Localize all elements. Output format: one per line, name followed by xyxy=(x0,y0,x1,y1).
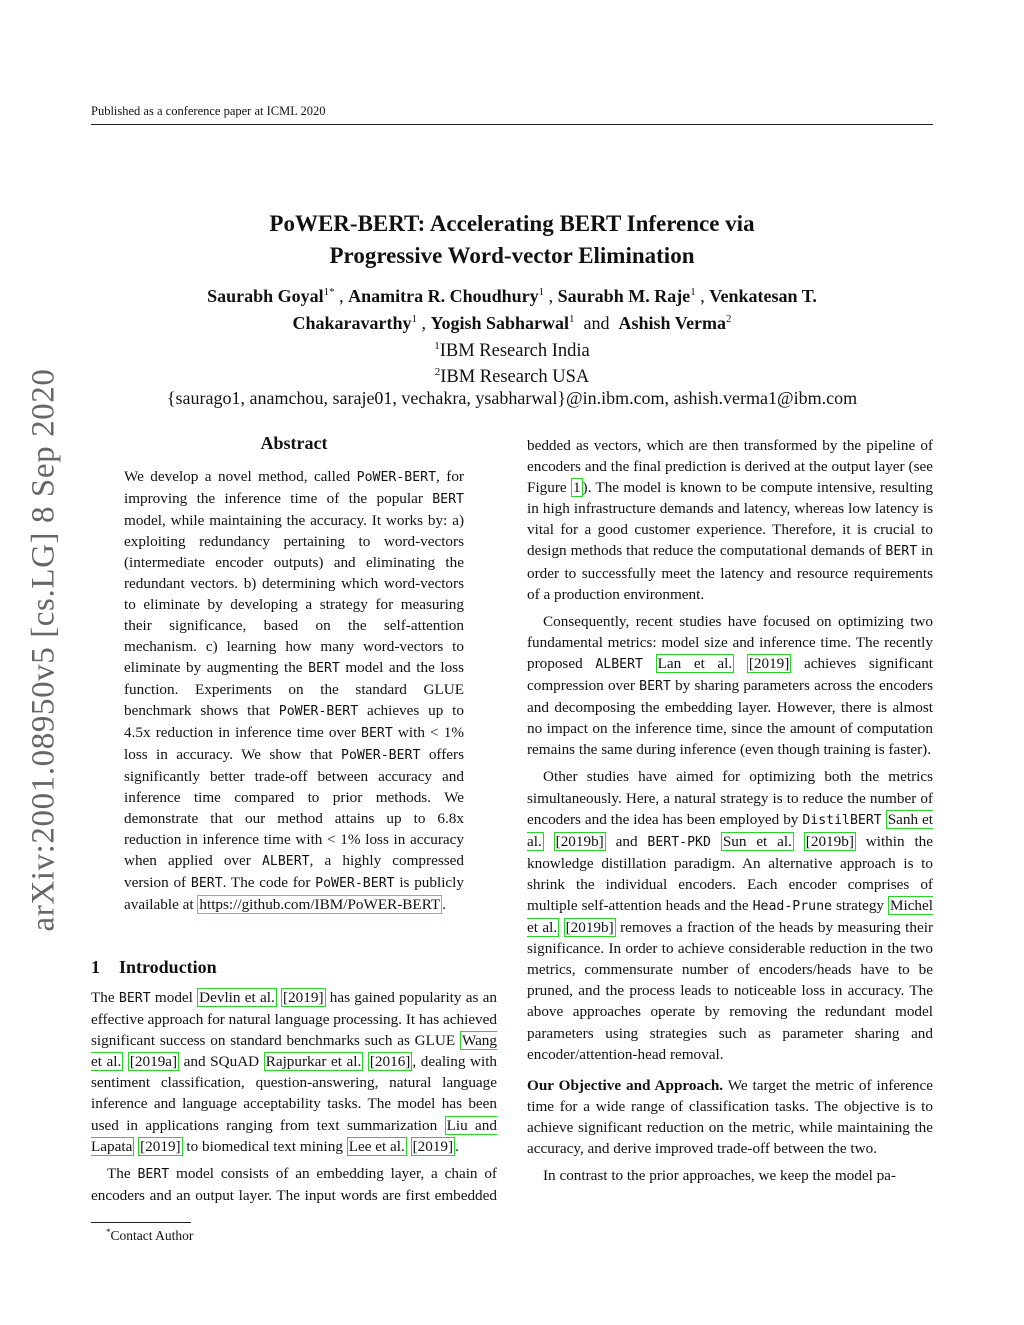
citation-link[interactable]: Liu and Lapata xyxy=(91,1116,497,1155)
intro-paragraph-1: The BERT model Devlin et al. [2019] has gained popularity as an effective approach for natural language processing. It has achieved significant success on standard benchmarks such as GLUE Wang et al. [2019a] and SQuAD Rajpurkar et al. [2016] , dealing with sentiment classification, question-answering, natural language inference and language acceptability tasks. The model has been used in applications ranging from text summarization Liu and Lapata [2019] to biomedical text mining Lee et al. [2019] . xyxy=(91,989,498,1155)
citation-year-link[interactable]: [2019b] xyxy=(565,919,614,937)
intro-paragraph-3: Consequently, recent studies have focused on optimizing two fundamental metrics: model size and inference time. The recently proposed ALBERT Lan et al. [2019] achieves significant compression over BERT by sharing parameters across the encoders and decomposing the embedding layer. However, there is almost no impact on the inference time, since the amount of computation remains the same during inference (even though training is faster). xyxy=(527,612,934,759)
author-name: Chakaravarthy xyxy=(292,313,412,333)
intro-paragraph-2-continued: bedded as vectors, which are then transformed by the pipeline of encoders and the final prediction is derived at the output layer (see Figure 1 ). The model is known to be compute intensive, resulting in high infrastructure demands and latency, whereas low latency is vital for a good customer experience. Therefore, it is crucial to design methods that reduce the computational demands of BERT in order to successfully meet the latency and resource requirements of a production environment. xyxy=(527,437,933,603)
author-name: Yogish Sabharwal xyxy=(430,313,570,333)
author-name: Anamitra R. Choudhury xyxy=(348,286,539,306)
citation-link[interactable]: Michel et al. xyxy=(527,896,933,937)
citation-year-link[interactable]: [2019] xyxy=(140,1137,181,1155)
paper-title-line2: Progressive Word-vector Elimination xyxy=(329,243,695,268)
citation-link[interactable]: Lee et al. xyxy=(348,1137,405,1155)
author-line-2: Chakaravarthy$^1$ , Yogish Sabharwal$^1$ and Ashish Verma$^2$ xyxy=(292,313,732,333)
citation-year-link[interactable]: [2016] xyxy=(369,1053,411,1071)
github-link[interactable]: https://github.com/IBM/PoWER-BERT xyxy=(199,896,441,913)
author-sup: 1 xyxy=(411,313,417,325)
citation-year-link[interactable]: [2019] xyxy=(412,1137,454,1155)
citation-year-link[interactable]: [2019] xyxy=(748,654,790,672)
citation-link[interactable]: Sanh et al. xyxy=(527,810,933,850)
author-name: Ashish Verma xyxy=(618,313,727,333)
affiliation-1: $^1$IBM Research India xyxy=(434,340,590,361)
figure-link[interactable]: 1 xyxy=(572,479,581,497)
right-column xyxy=(527,435,933,1186)
citation-year-link[interactable]: [2019] xyxy=(283,989,324,1006)
footnote-rule xyxy=(91,1222,191,1223)
citation-year-link[interactable]: [2019b] xyxy=(805,832,854,850)
intro-paragraph-2: The BERT model consists of an embedding layer, a chain of encoders and an output layer. The input words are first embedded xyxy=(91,1163,497,1207)
citation-year-link[interactable]: [2019a] xyxy=(129,1053,178,1071)
paper-title-line1: PoWER-BERT: Accelerating BERT Inference via xyxy=(269,211,755,236)
author-sup: 1 xyxy=(538,286,545,298)
running-header: Published as a conference paper at ICML 2020 xyxy=(91,104,933,125)
author-emails: {saurago1, anamchou, saraje01, vechakra, ysabharwal}@in.ibm.com, ashish.verma1@ibm.com xyxy=(166,388,858,408)
author-name: Venkatesan T. xyxy=(709,286,817,306)
author-line-1: Saurabh Goyal$^{1*}$ , Anamitra R. Choudhury$^1$ , Saurabh M. Raje$^1$ , Venkatesan T. xyxy=(207,286,817,306)
abstract-body: We develop a novel method, called PoWER-BERT, for improving the inference time of the popular BERT model, while maintaining the accuracy. It works by: a) exploiting redundancy pertaining to word-vectors (intermediate encoder outputs) and eliminating the redundant vectors. b) determining which word-vectors to eliminate by developing a strategy for measuring their significance, based on the self-attention mechanism. c) learning how many word-vectors to eliminate by augmenting the BERT model and the loss function. Experiments on the standard GLUE benchmark shows that PoWER-BERT achieves up to 4.5x reduction in inference time over BERT with < 1% loss in accuracy. We show that PoWER-BERT offers significantly better trade-off between accuracy and inference time compared to prior methods. We demonstrate that our method attains up to 6.8x reduction in inference time with < 1% loss in accuracy when applied over ALBERT, a highly compressed version of BERT. The code for PoWER-BERT is publicly available at https://github.com/IBM/PoWER-BERT . xyxy=(124,468,465,913)
citation-link[interactable]: Wang et al. xyxy=(91,1032,497,1071)
abstract-heading: Abstract xyxy=(260,433,328,453)
author-sup: 1 xyxy=(569,313,575,325)
affiliation-2: $^2$IBM Research USA xyxy=(434,366,590,387)
author-sup: 2 xyxy=(726,313,732,325)
citation-link[interactable]: Rajpurkar et al. xyxy=(265,1053,362,1071)
runin-heading: Our Objective and Approach. xyxy=(527,1076,724,1094)
citation-year-link[interactable]: [2019b] xyxy=(555,832,604,850)
citation-link[interactable]: Devlin et al. xyxy=(199,989,275,1006)
author-sup: 1* xyxy=(323,286,335,298)
section-heading-introduction: 1 Introduction xyxy=(91,957,217,977)
author-sup: 1 xyxy=(690,286,696,298)
intro-paragraph-4: Other studies have aimed for optimizing both the metrics simultaneously. Here, a natural strategy is to reduce the number of encoders and the idea has been employed by DistilBERT Sanh et al. [2019b] and BERT-PKD Sun et al. [2019b] within the knowledge distillation paradigm. An alternative approach is to shrink the individual encoders. Each encoder comprises of multiple self-attention heads and the Head-Prune strategy Michel et al. [2019b] removes a fraction of the heads by measuring their significance. In order to achieve considerable reduction in the two metrics, commensurate number of encoders/heads have to be pruned, and the process leads to noticeable loss in accuracy. The above approaches operate by removing the redundant model parameters using strategies such as parameter sharing and encoder/attention-head removal. xyxy=(527,768,934,1063)
author-name: Saurabh M. Raje xyxy=(557,286,691,306)
footnote: *Contact Author xyxy=(106,1227,194,1243)
left-column xyxy=(91,987,497,1207)
intro-paragraph-5: Our Objective and Approach. We target the metric of inference time for a wide range of classification tasks. The objective is to achieve significant reduction on the metric, while maintaining the accuracy, and derive improved trade-off between the two. xyxy=(527,1076,933,1157)
citation-link[interactable]: Lan et al. xyxy=(657,654,733,672)
intro-paragraph-6: In contrast to the prior approaches, we keep the model pa- xyxy=(543,1167,896,1185)
author-name: Saurabh Goyal xyxy=(207,286,324,306)
citation-link[interactable]: Sun et al. xyxy=(722,832,792,850)
